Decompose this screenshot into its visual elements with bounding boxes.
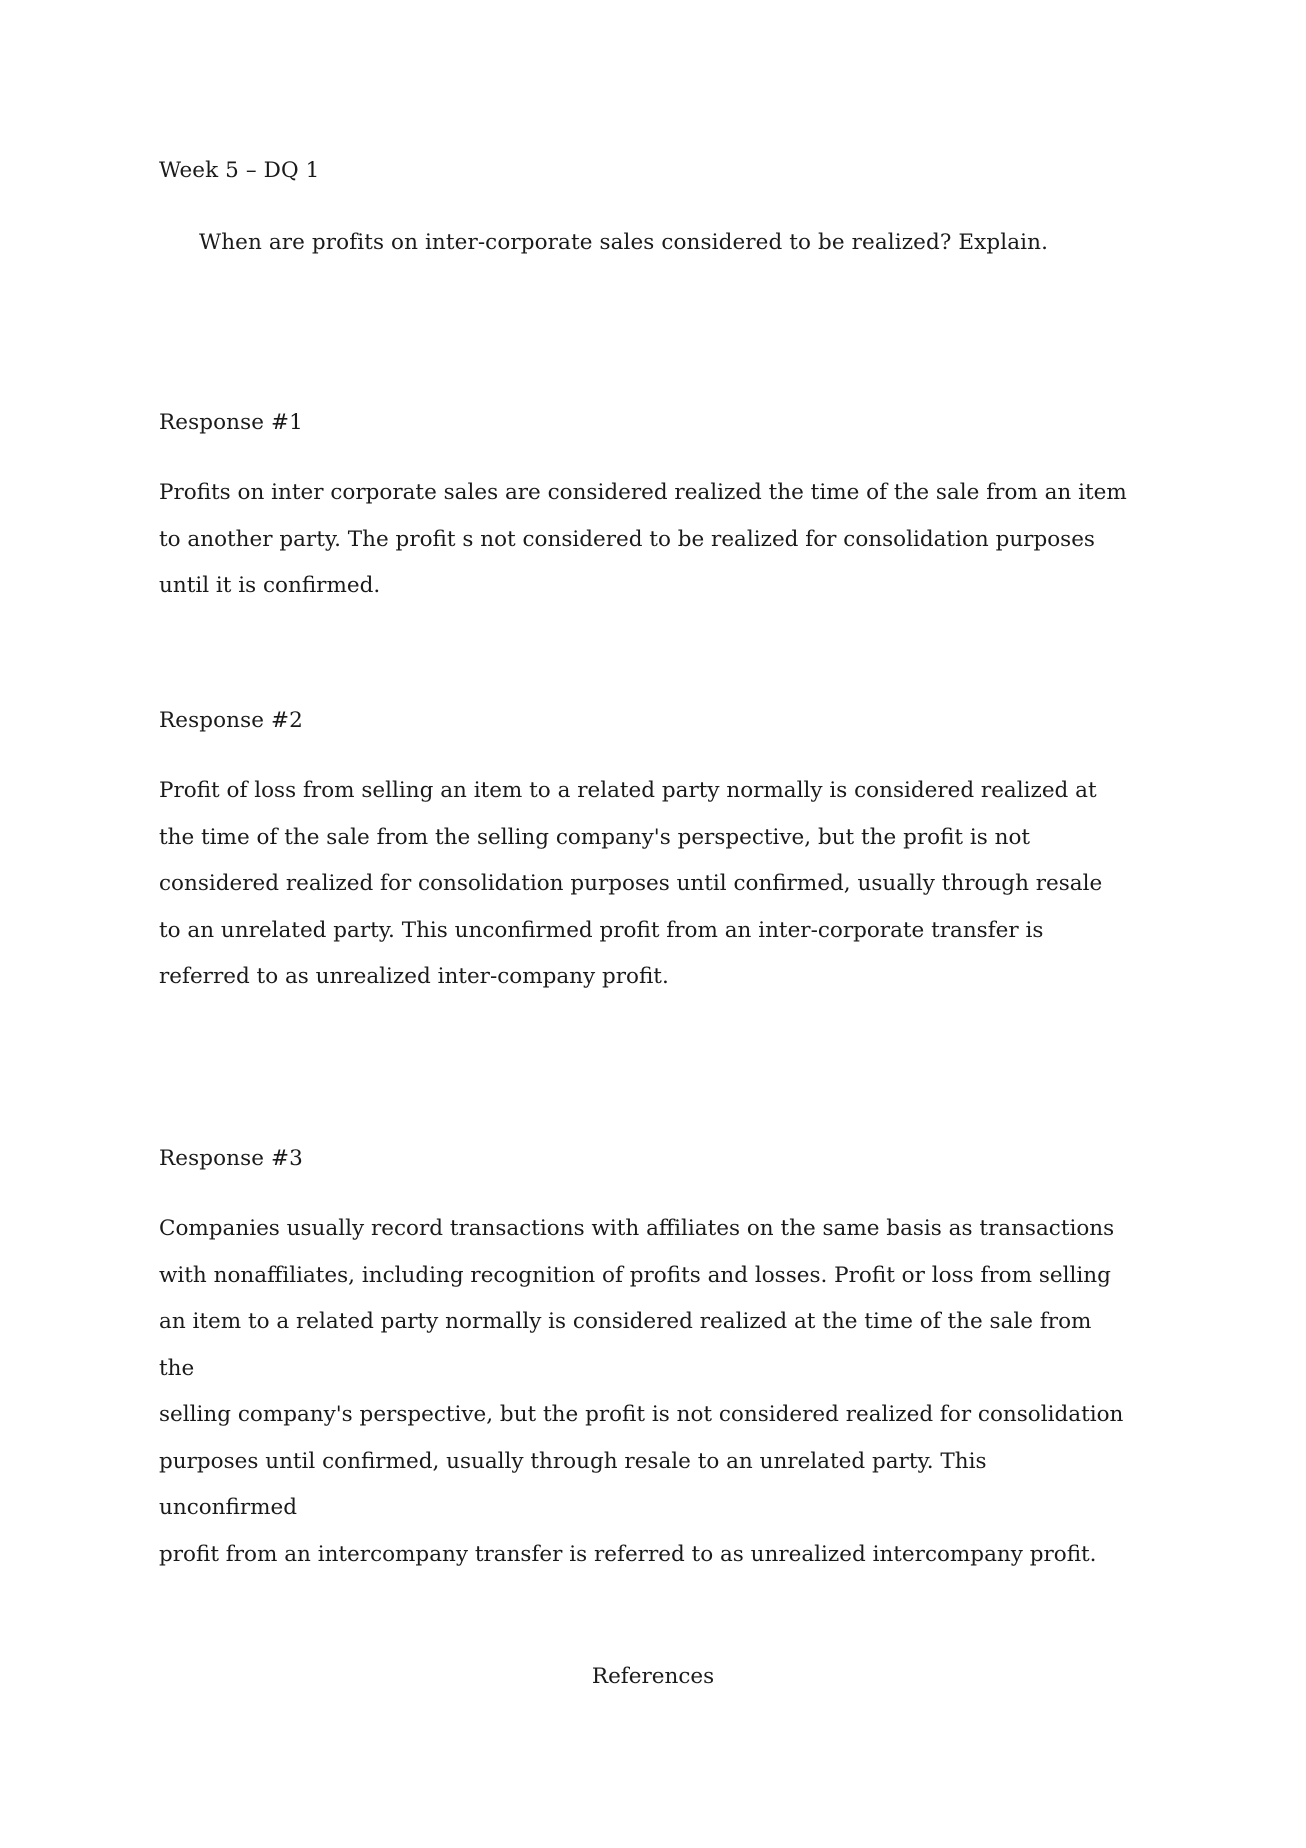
references-heading: References: [591, 1664, 715, 1689]
response-3-body: [159, 1206, 1123, 1578]
response-2-line: referred to as unrealized inter-company profit.: [159, 964, 669, 989]
document-title: Week 5 – DQ 1: [159, 158, 320, 183]
response-1-line: until it is confirmed.: [159, 573, 381, 598]
response-3-line: Companies usually record transactions with affiliates on the same basis as transactions: [159, 1216, 1115, 1241]
response-3-heading: Response #3: [159, 1146, 303, 1171]
response-1-heading: Response #1: [159, 410, 303, 435]
response-2-line: considered realized for consolidation purposes until confirmed, usually through resale: [159, 871, 1103, 896]
response-3-line: profit from an intercompany transfer is referred to as unrealized intercompany profit.: [159, 1541, 1097, 1567]
response-3-line: with nonaffiliates, including recognition of profits and losses. Profit or loss from selling: [159, 1262, 1111, 1288]
response-3-line: unconfirmed: [159, 1495, 298, 1520]
response-1-line: Profits on inter corporate sales are considered realized the time of the sale from an item: [159, 480, 1127, 505]
response-1-body: [159, 470, 1127, 610]
discussion-question: When are profits on inter-corporate sales considered to be realized? Explain.: [199, 230, 1049, 255]
response-2-heading: Response #2: [159, 708, 303, 733]
response-2-body: [159, 768, 1102, 1001]
response-3-line: the: [159, 1355, 195, 1381]
response-3-line: selling company's perspective, but the profit is not considered realized for consolidation: [159, 1402, 1124, 1427]
response-2-line: the time of the sale from the selling company's perspective, but the profit is not: [159, 824, 1031, 850]
response-1-line: to another party. The profit s not considered to be realized for consolidation purposes: [159, 526, 1095, 552]
response-3-line: purposes until confirmed, usually through resale to an unrelated party. This: [159, 1448, 987, 1474]
response-2-line: to an unrelated party. This unconfirmed profit from an inter-corporate transfer is: [159, 917, 1044, 943]
response-2-line: Profit of loss from selling an item to a related party normally is considered realized at: [159, 778, 1097, 803]
response-3-line: an item to a related party normally is considered realized at the time of the sale from: [159, 1309, 1092, 1334]
